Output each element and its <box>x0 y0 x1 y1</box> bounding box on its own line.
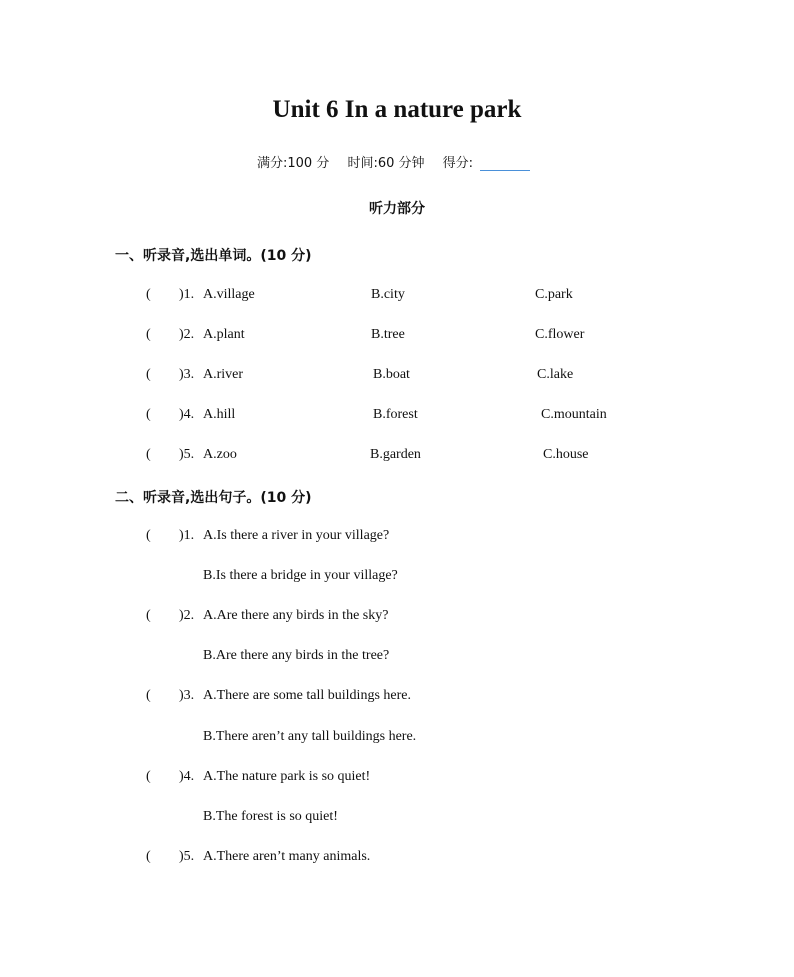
section2-heading: 二、听录音,选出句子。(10 分) <box>115 490 312 506</box>
question-number: )4. <box>179 407 195 422</box>
answer-paren[interactable]: ( <box>146 769 151 784</box>
option-b: B.forest <box>373 407 418 422</box>
option-b: B.tree <box>371 327 405 342</box>
option-c: C.lake <box>537 367 574 382</box>
option-b: B.There aren’t any tall buildings here. <box>203 729 417 744</box>
option-a: A.Is there a river in your village? <box>203 528 390 543</box>
option-a: A.The nature park is so quiet! <box>203 769 371 784</box>
answer-paren[interactable]: ( <box>146 287 151 302</box>
section1-heading: 一、听录音,选出单词。(10 分) <box>115 248 312 264</box>
question-number: )1. <box>179 287 195 302</box>
option-a: A.There aren’t many animals. <box>203 849 371 864</box>
option-a: A.village <box>203 287 255 302</box>
option-a: A.Are there any birds in the sky? <box>203 608 389 623</box>
question-number: )4. <box>179 769 195 784</box>
option-a: A.zoo <box>203 447 237 462</box>
answer-paren[interactable]: ( <box>146 447 151 462</box>
option-a: A.plant <box>203 327 245 342</box>
option-b: B.boat <box>373 367 410 382</box>
question-number: )2. <box>179 608 195 623</box>
option-a: A.river <box>203 367 244 382</box>
answer-paren[interactable]: ( <box>146 367 151 382</box>
score-field <box>443 156 537 171</box>
score-blank[interactable] <box>480 170 530 171</box>
option-b: B.garden <box>370 447 421 462</box>
answer-paren[interactable]: ( <box>146 688 151 703</box>
score-info <box>0 152 794 171</box>
section-part-title: 听力部分 <box>369 201 425 217</box>
option-b: B.Are there any birds in the tree? <box>203 648 390 663</box>
question-number: )3. <box>179 367 195 382</box>
question-number: )2. <box>179 327 195 342</box>
question-number: )5. <box>179 447 195 462</box>
question-number: )1. <box>179 528 195 543</box>
full-score: 满分:100 分 <box>256 156 330 171</box>
option-b: B.The forest is so quiet! <box>203 809 338 824</box>
time-limit: 时间:60 分钟 <box>347 156 425 171</box>
option-c: C.mountain <box>541 407 607 422</box>
answer-paren[interactable]: ( <box>146 528 151 543</box>
answer-paren[interactable]: ( <box>146 849 151 864</box>
answer-paren[interactable]: ( <box>146 327 151 342</box>
page-title: Unit 6 In a nature park <box>272 96 522 123</box>
option-a: A.hill <box>203 407 236 422</box>
answer-paren[interactable]: ( <box>146 608 151 623</box>
answer-paren[interactable]: ( <box>146 407 151 422</box>
option-b: B.Is there a bridge in your village? <box>203 568 398 583</box>
question-number: )5. <box>179 849 195 864</box>
option-c: C.flower <box>535 327 585 342</box>
option-b: B.city <box>371 287 405 302</box>
question-number: )3. <box>179 688 195 703</box>
option-a: A.There are some tall buildings here. <box>203 688 411 703</box>
option-c: C.park <box>535 287 573 302</box>
option-c: C.house <box>543 447 589 462</box>
score-label: 得分: <box>442 156 474 171</box>
